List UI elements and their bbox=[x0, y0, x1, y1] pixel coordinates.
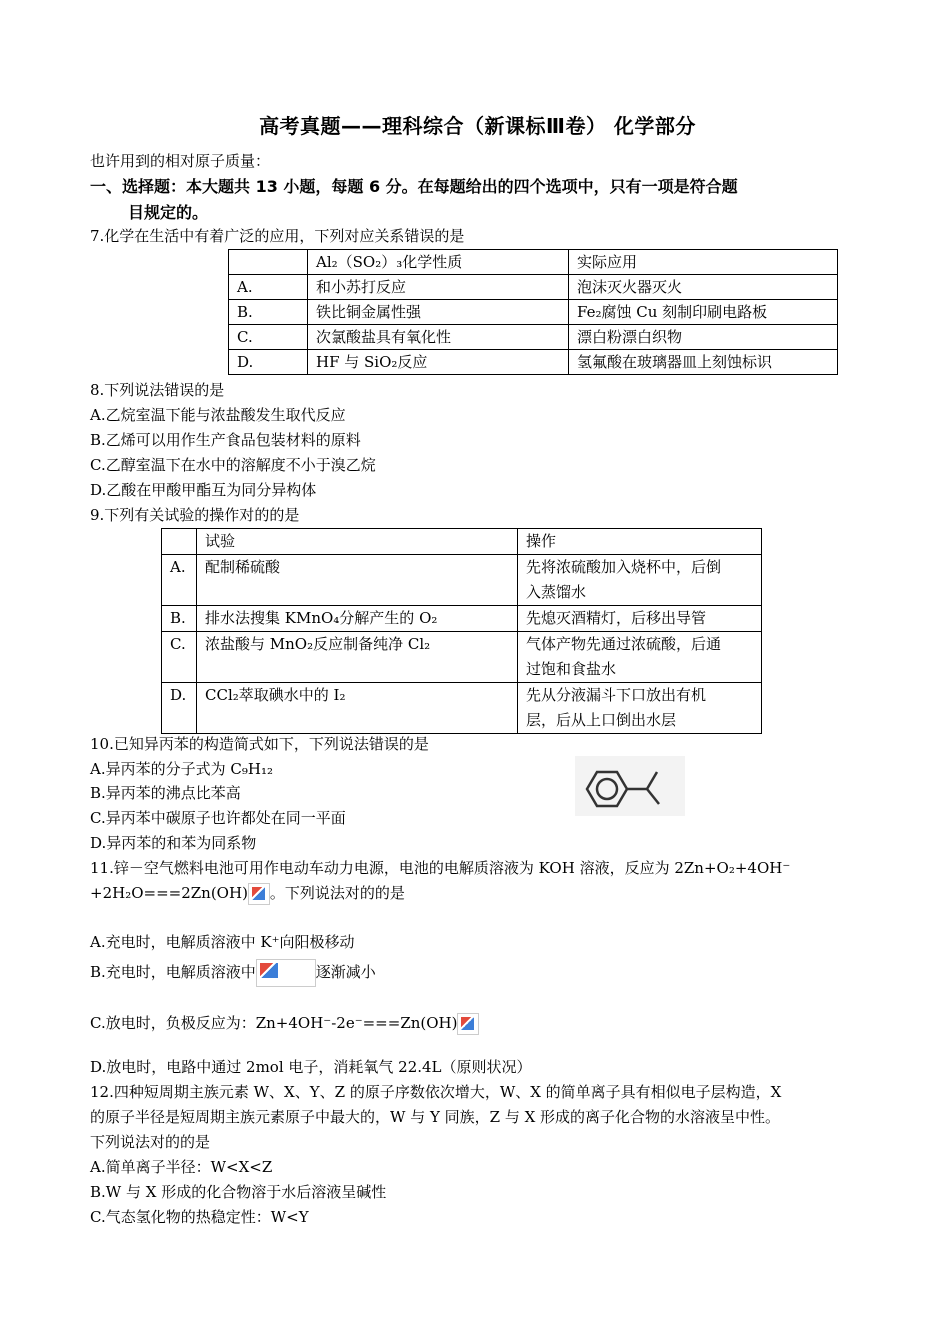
broken-image-icon bbox=[248, 883, 270, 905]
table-cell: 操作 bbox=[518, 529, 762, 555]
section-line-2: 目规定的。 bbox=[128, 203, 209, 222]
q10-option-b: B.异丙苯的沸点比苯高 bbox=[90, 784, 241, 802]
q12-stem-line-1: 12.四种短周期主族元素 W、X、Y、Z 的原子序数依次增大，W、X 的简单离子具有相似电子层构造，X bbox=[90, 1083, 782, 1101]
cell-line: 入蒸馏水 bbox=[526, 583, 587, 601]
table-cell bbox=[518, 632, 762, 683]
table-cell: A. bbox=[229, 275, 308, 300]
table-cell: Fe₂腐蚀 Cu 刻制印刷电路板 bbox=[569, 300, 838, 325]
q11-option-text: C.放电时，负极反应为：Zn+4OH⁻-2e⁻===Zn(OH) bbox=[90, 1014, 458, 1032]
q8-stem: 8.下列说法错误的是 bbox=[90, 381, 225, 399]
section-line-1: 一、选择题：本大题共 13 小题，每题 6 分。在每题给出的四个选项中，只有一项是符合题 bbox=[90, 177, 738, 196]
q12-option-b: B.W 与 X 形成的化合物溶于水后溶液呈碱性 bbox=[90, 1183, 387, 1201]
q10-option-c: C.异丙苯中碳原子也许都处在同一平面 bbox=[90, 809, 346, 827]
table-header-row bbox=[162, 529, 762, 555]
table-cell: 浓盐酸与 MnO₂反应制备纯净 Cl₂ bbox=[197, 632, 518, 683]
q8-option-a: A.乙烷室温下能与浓盐酸发生取代反应 bbox=[90, 406, 346, 424]
table-header-row bbox=[229, 250, 838, 275]
table-cell: HF 与 SiO₂反应 bbox=[308, 350, 569, 375]
table-row bbox=[229, 275, 838, 300]
table-cell: 泡沫灭火器灭火 bbox=[569, 275, 838, 300]
table-cell: 试验 bbox=[197, 529, 518, 555]
q7-stem: 7.化学在生活中有着广泛的应用，下列对应关系错误的是 bbox=[90, 227, 465, 245]
q11-stem-text: 。下列说法对的的是 bbox=[269, 884, 405, 902]
q11-stem-line-1: 11.锌－空气燃料电池可用作电动车动力电源，电池的电解质溶液为 KOH 溶液，反应为 2Zn+O₂+4OH⁻ bbox=[90, 859, 791, 877]
broken-image-icon bbox=[457, 1013, 479, 1035]
q11-option-text: B.充电时，电解质溶液中 bbox=[90, 963, 256, 981]
q7-table bbox=[228, 249, 838, 375]
q11-option-c bbox=[90, 1012, 479, 1035]
q10-option-a: A.异丙苯的分子式为 C₉H₁₂ bbox=[90, 760, 273, 778]
q8-option-c: C.乙醇室温下在水中的溶解度不小于溴乙烷 bbox=[90, 456, 376, 474]
q12-stem-line-3: 下列说法对的的是 bbox=[90, 1133, 211, 1151]
table-cell: CCl₂萃取碘水中的 I₂ bbox=[197, 683, 518, 734]
cell-line: 先将浓硫酸加入烧杯中，后倒 bbox=[526, 558, 722, 576]
table-cell bbox=[518, 555, 762, 606]
table-cell: 漂白粉漂白织物 bbox=[569, 325, 838, 350]
q9-table bbox=[161, 528, 762, 734]
table-cell: Al₂（SO₂）₃化学性质 bbox=[308, 250, 569, 275]
table-row bbox=[229, 325, 838, 350]
table-row bbox=[229, 350, 838, 375]
q10-stem: 10.已知异丙苯的构造简式如下，下列说法错误的是 bbox=[90, 735, 429, 753]
q12-option-a: A.简单离子半径：W<X<Z bbox=[90, 1158, 273, 1176]
table-cell: B. bbox=[162, 606, 197, 632]
q8-option-d: D.乙酸在甲酸甲酯互为同分异构体 bbox=[90, 481, 317, 499]
table-cell: D. bbox=[162, 683, 197, 734]
table-cell: 和小苏打反应 bbox=[308, 275, 569, 300]
table-cell: A. bbox=[162, 555, 197, 606]
q11-option-b bbox=[90, 959, 376, 987]
cell-line: 先从分液漏斗下口放出有机 bbox=[526, 686, 707, 704]
q10-option-d: D.异丙苯的和苯为同系物 bbox=[90, 834, 257, 852]
q9-stem: 9.下列有关试验的操作对的的是 bbox=[90, 506, 300, 524]
table-row bbox=[229, 300, 838, 325]
table-cell bbox=[518, 683, 762, 734]
table-row bbox=[162, 632, 762, 683]
table-cell: 铁比铜金属性强 bbox=[308, 300, 569, 325]
table-cell bbox=[229, 250, 308, 275]
section-heading bbox=[90, 174, 865, 226]
q8-option-b: B.乙烯可以用作生产食品包装材料的原料 bbox=[90, 431, 361, 449]
table-cell bbox=[162, 529, 197, 555]
table-row bbox=[162, 683, 762, 734]
table-cell: 配制稀硫酸 bbox=[197, 555, 518, 606]
table-cell: 氢氟酸在玻璃器皿上刻蚀标识 bbox=[569, 350, 838, 375]
table-cell: 排水法搜集 KMnO₄分解产生的 O₂ bbox=[197, 606, 518, 632]
table-cell: C. bbox=[229, 325, 308, 350]
broken-image-icon bbox=[256, 959, 316, 987]
cell-line: 层，后从上口倒出水层 bbox=[526, 711, 677, 729]
q11-option-d: D.放电时，电路中通过 2mol 电子，消耗氧气 22.4L（原则状况） bbox=[90, 1058, 532, 1076]
table-cell: 先熄灭酒精灯，后移出导管 bbox=[518, 606, 762, 632]
table-cell: B. bbox=[229, 300, 308, 325]
cell-line: 过饱和食盐水 bbox=[526, 660, 617, 678]
q11-stem-line-2 bbox=[90, 882, 405, 905]
table-cell: C. bbox=[162, 632, 197, 683]
table-cell: D. bbox=[229, 350, 308, 375]
q11-option-a: A.充电时，电解质溶液中 K⁺向阳极移动 bbox=[90, 933, 355, 951]
table-cell: 次氯酸盐具有氧化性 bbox=[308, 325, 569, 350]
q11-stem-text: +2H₂O===2Zn(OH) bbox=[90, 884, 248, 902]
table-row bbox=[162, 606, 762, 632]
q12-stem-line-2: 的原子半径是短周期主族元素原子中最大的，W 与 Y 同族，Z 与 X 形成的离子化合物的水溶液呈中性。 bbox=[90, 1108, 781, 1126]
table-row bbox=[162, 555, 762, 606]
isopropylbenzene-structure-image bbox=[575, 756, 685, 816]
q12-option-c: C.气态氢化物的热稳定性：W<Y bbox=[90, 1208, 309, 1226]
cell-line: 气体产物先通过浓硫酸，后通 bbox=[526, 635, 722, 653]
q11-option-text: 逐渐减小 bbox=[315, 963, 376, 981]
intro-text: 也许用到的相对原子质量： bbox=[90, 152, 271, 170]
page-title: 高考真题——理科综合（新课标Ⅲ卷） 化学部分 bbox=[259, 114, 696, 138]
table-cell: 实际应用 bbox=[569, 250, 838, 275]
